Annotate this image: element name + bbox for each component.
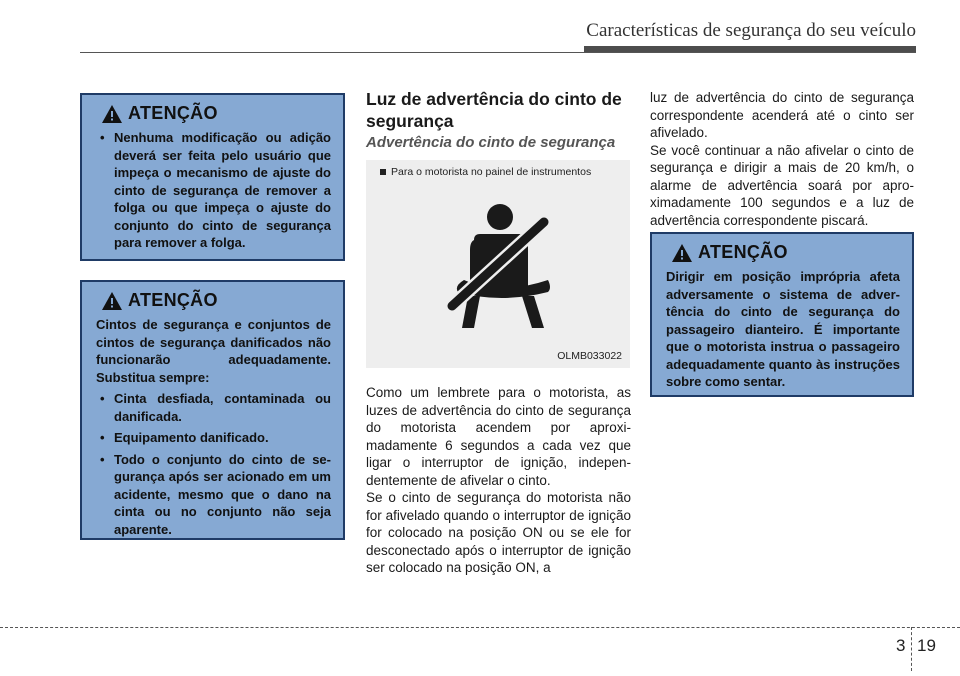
warning-heading — [96, 105, 331, 123]
warning-box-damaged-belts — [80, 280, 345, 540]
figure-caption-text: Para o motorista no painel de instrumentos — [391, 166, 592, 178]
warning-heading — [666, 244, 900, 262]
warning-list — [96, 129, 331, 252]
footer-rule — [0, 627, 960, 628]
running-header: Características de segurança do seu veículo — [586, 20, 916, 41]
warning-item: • Cinta desfiada, contaminada ou danificada. — [96, 390, 331, 425]
warning-triangle-icon — [672, 244, 692, 262]
footer-divider — [911, 627, 912, 671]
warning-item: • Nenhuma modificação ou adição deverá ser feita pelo usuário que impeça o mecanismo de ajuste do cinto de segurança de remover a folga ou que impeça o ajuste do conjunto do cinto de segurança para remover a folga. — [96, 129, 331, 252]
warning-intro: Cintos de segurança e conjuntos de cintos de segurança danificados não funcionarão adequadamente. Substitua sempre: — [96, 317, 331, 385]
warning-list — [96, 390, 331, 538]
figure-panel — [366, 160, 630, 368]
seatbelt-warning-icon — [440, 200, 560, 330]
warning-title: ATENÇÃO — [128, 103, 218, 124]
section-title: Luz de advertência do cinto de segurança — [366, 89, 622, 131]
paragraph: Se o cinto de segurança do motorista não for afivelado quando o interruptor de ignição for colocado na posição ON ou se ele for desconectado após o interruptor de ignição ser colocado na posição ON, a — [366, 490, 631, 575]
body-text-col2 — [366, 384, 631, 577]
figure-caption — [380, 166, 591, 178]
header-rule — [80, 52, 916, 53]
warning-box-seating-position — [650, 232, 914, 397]
figure-code: OLMB033022 — [557, 350, 622, 362]
section-number: 3 — [896, 636, 906, 655]
warning-item: • Equipamento danificado. — [96, 429, 331, 447]
section-subtitle: Advertência do cinto de segurança — [366, 134, 616, 151]
warning-title: ATENÇÃO — [698, 242, 788, 263]
page-number: 19 — [917, 636, 936, 655]
paragraph: Como um lembrete para o motorista, as luzes de advertência do cinto de segurança do motorista acendem por aproximadamente 6 segundos a cada vez que ligar o interruptor de ignição, independentemente de afivelar o cinto. — [366, 385, 631, 488]
warning-triangle-icon — [102, 292, 122, 310]
warning-item: • Todo o conjunto do cinto de segurança após ser acionado em um acidente, mesmo que o dano na cinta ou no conjunto não seja aparente. — [96, 451, 331, 539]
paragraph: Se você continuar a não afivelar o cinto de segurança e dirigir a mais de 20 km/h, o alarme de advertência soará por aproximadamente 100 segundos e a luz de advertência correspondente piscará. — [650, 142, 914, 228]
warning-box-modification — [80, 93, 345, 261]
paragraph: luz de advertência do cinto de segurança correspondente acenderá até o cinto ser afivelado. — [650, 90, 914, 140]
square-bullet-icon — [380, 169, 386, 175]
body-text-col3 — [650, 89, 914, 229]
warning-title: ATENÇÃO — [128, 290, 218, 311]
warning-triangle-icon — [102, 105, 122, 123]
warning-text: Dirigir em posição imprópria afeta adversamente o sistema de advertência do cinto de segurança do passageiro dianteiro. É importante que o motorista instrua o passageiro adequadamente quanto às instruções sobre como sentar. — [666, 269, 900, 389]
warning-heading — [96, 292, 331, 310]
